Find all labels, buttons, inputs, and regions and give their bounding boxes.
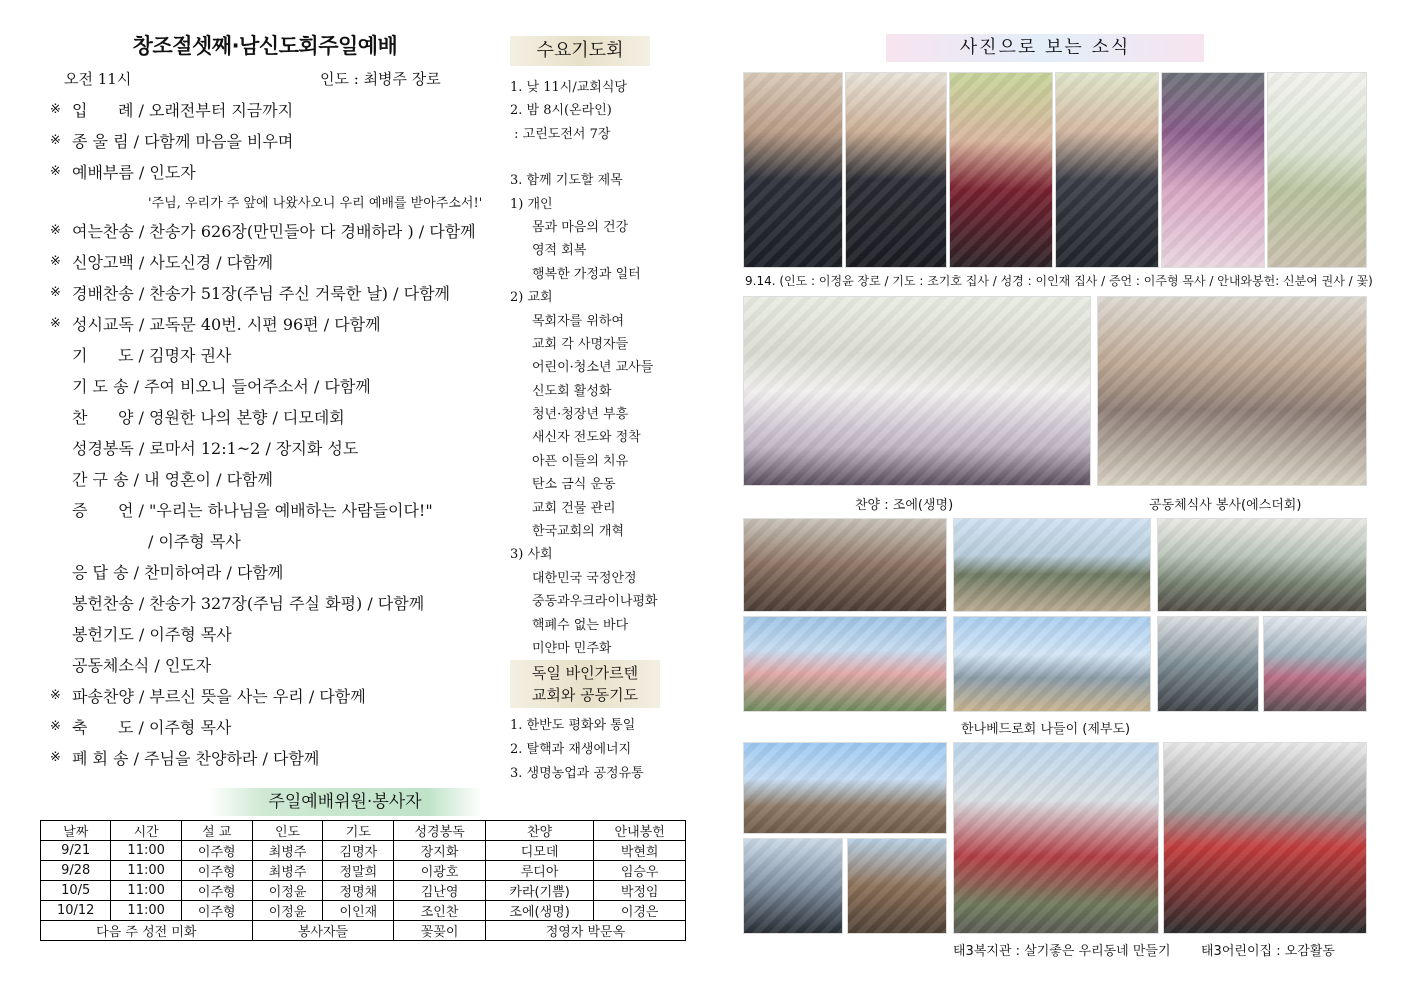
prayer-item: 신도회 활성화 [532,383,612,399]
footer-flowers-label: 꽃꽂이 [394,921,486,941]
joint-item: 1. 한반도 평화와 통일 [510,718,636,733]
prayer-item: 1. 낮 11시/교회식당 [510,80,627,95]
photo-service-flowers [1267,72,1367,268]
table-cell: 루디아 [485,861,593,881]
order-item-text: 기 도 송 / 주여 비오니 들어주소서 / 다함께 [72,377,371,396]
staff-heading: 주일예배위원·봉사자 [208,788,482,816]
table-cell: 11:00 [111,861,181,881]
order-item [50,711,490,742]
table-cell: 최병주 [252,841,323,861]
order-item [50,370,490,401]
photo-service-leader [743,72,843,268]
photo-service-prayer [845,72,947,268]
table-cell: 이주형 [181,901,252,921]
photo-welfare-center [953,742,1159,934]
order-item-text: 봉헌찬송 / 찬송가 327장(주님 주실 화평) / 다함께 [72,594,425,613]
order-item [50,742,490,773]
prayer-item: 청년·청장년 부흥 [532,407,629,423]
photo-trip-meal [743,518,947,612]
prayer-item: 미얀마 민주화 [532,640,612,656]
standing-mark: ※ [50,688,61,703]
order-item-text: 파송찬양 / 부르신 뜻을 사는 우리 / 다함께 [72,687,366,706]
order-item [50,649,490,680]
order-item [50,463,490,494]
table-cell: 장지화 [394,841,486,861]
staff-table-header [41,821,686,841]
table-cell: 10/5 [41,881,111,901]
prayer-item: 중동과우크라이나평화 [532,594,658,610]
table-cell: 이경은 [594,901,686,921]
standing-mark: ※ [50,133,61,148]
prayer-item [510,146,710,169]
table-row [41,841,686,861]
order-item [50,618,490,649]
order-item-text: 응 답 송 / 찬미하여라 / 다함께 [72,563,284,582]
order-item [50,125,490,156]
table-cell: 디모데 [485,841,593,861]
prayer-item: 몸과 마음의 건강 [532,219,629,235]
order-item [50,680,490,711]
photo-trip-group-indoor [1157,518,1367,612]
order-item-text: 간 구 송 / 내 영혼이 / 다함께 [72,470,273,489]
table-cell: 9/28 [41,861,111,881]
staff-table [40,820,686,941]
order-item-text: 입 례 / 오래전부터 지금까지 [72,101,294,120]
col-reading: 성경봉독 [394,821,486,841]
col-usher: 안내봉헌 [594,821,686,841]
order-item [50,339,490,370]
table-cell: 11:00 [111,841,181,861]
order-item-text: 경배찬송 / 찬송가 51장(주님 주신 거룩한 날) / 다함께 [72,284,450,303]
order-item-text: 성시교독 / 교독문 40번. 시편 96편 / 다함께 [72,315,381,334]
photo-lunch-service [1097,296,1367,486]
order-item [50,94,490,125]
standing-mark: ※ [50,316,61,331]
standing-mark: ※ [50,102,61,117]
order-item [50,556,490,587]
photo-men-coast [847,838,947,934]
col-choir: 찬양 [485,821,593,841]
prayer-item: 교회 건물 관리 [532,500,616,516]
caption-lunch: 공동체식사 봉사(에스더회) [1149,498,1302,513]
worship-time: 오전 11시 [64,70,132,88]
photo-men-group [743,742,947,834]
table-row [41,881,686,901]
joint-prayer-list [510,714,644,786]
order-item-text: 폐 회 송 / 주님을 찬양하라 / 다함께 [72,749,320,768]
table-cell: 이주형 [181,861,252,881]
table-cell: 이인재 [323,901,394,921]
order-item [50,401,490,432]
wednesday-heading: 수요기도회 [510,36,650,66]
caption-kids: 태3어린이집 : 오감활동 [1201,944,1335,959]
col-sermon: 설 교 [181,821,252,841]
order-item-text: 기 도 / 김명자 권사 [72,346,232,365]
order-item [50,494,490,525]
table-cell: 이정윤 [252,901,323,921]
standing-mark: ※ [50,719,61,734]
order-item-text: '주님, 우리가 주 앞에 나왔사오니 우리 예배를 받아주소서!' [148,195,483,211]
photo-gallery [735,70,1373,959]
col-leader: 인도 [252,821,323,841]
photo-choir [743,296,1091,486]
footer-cleaning-label: 다음 주 성전 미화 [41,921,253,941]
prayer-item: : 고린도전서 7장 [510,126,611,142]
order-of-service [50,94,490,773]
prayer-item: 행복한 가정과 일터 [532,266,641,282]
photo-service-reading [949,72,1053,268]
staff-table-footer [41,921,686,941]
table-cell: 카라(기쁨) [485,881,593,901]
prayer-item: 3) 사회 [510,547,553,563]
photo-kids-activity [1163,742,1367,934]
prayer-item: 새신자 전도와 정착 [532,430,641,446]
table-cell: 김난영 [394,881,486,901]
caption-trip: 한나베드로회 나들이 (제부도) [961,722,1131,737]
col-prayer: 기도 [323,821,394,841]
order-item-text: / 이주형 목사 [148,532,241,551]
prayer-item: 2) 교회 [510,290,553,306]
table-row [41,861,686,881]
prayer-item: 2. 밤 8시(온라인) [510,103,612,119]
photo-trip-seaside [1263,616,1367,712]
table-cell: 9/21 [41,841,111,861]
table-cell: 박정임 [594,881,686,901]
photo-trip-rest [1157,616,1259,712]
table-row [41,901,686,921]
prayer-item: 3. 함께 기도할 제목 [510,173,623,189]
table-cell: 김명자 [323,841,394,861]
prayer-item: 대한민국 국정안정 [532,570,637,586]
order-item-text: 찬 양 / 영원한 나의 본향 / 디모데회 [72,408,345,427]
order-item [50,246,490,277]
order-item [50,308,490,339]
photo-service-sermon [1055,72,1159,268]
table-cell: 11:00 [111,901,181,921]
standing-mark: ※ [50,750,61,765]
order-item-text: 봉헌기도 / 이주형 목사 [72,625,232,644]
photo-trip-banner [743,616,947,712]
joint-prayer-heading [510,660,660,708]
caption-service: 9.14. (인도 : 이정윤 장로 / 기도 : 조기호 집사 / 성경 : 이인재 집사 / 증언 : 이주형 목사 / 안내와봉헌: 신분여 권사 / 꽃) [745,274,1373,288]
prayer-item: 목회자를 위하여 [532,313,625,329]
news-heading: 사진으로 보는 소식 [886,34,1204,62]
order-item-text: 신앙고백 / 사도신경 / 다함께 [72,253,274,272]
footer-volunteers-label: 봉사자들 [252,921,394,941]
prayer-item: 교회 각 사명자들 [532,336,629,352]
worship-title: 창조절셋째·남신도회주일예배 [132,34,398,58]
col-time: 시간 [111,821,181,841]
order-item-text: 여는찬송 / 찬송가 626장(만민들아 다 경배하라 ) / 다함께 [72,222,476,241]
prayer-item: 아픈 이들의 치유 [532,453,629,469]
photo-service-usher [1161,72,1265,268]
order-item [50,156,490,187]
photo-trip-beach [953,518,1151,612]
order-item [50,525,490,556]
table-cell: 정명채 [323,881,394,901]
prayer-item: 한국교회의 개혁 [532,524,625,540]
joint-item: 3. 생명농업과 공정유통 [510,766,644,781]
joint-heading-line-2: 교회와 공동기도 [531,686,639,704]
order-item-text: 증 언 / "우리는 하나님을 예배하는 사람들이다!" [72,501,433,520]
table-cell: 11:00 [111,881,181,901]
table-cell: 이주형 [181,881,252,901]
wednesday-prayer-list [510,76,710,660]
caption-welfare: 태3복지관 : 살기좋은 우리동네 만들기 [953,944,1171,959]
joint-item: 2. 탈핵과 재생에너지 [510,742,632,757]
order-item [50,587,490,618]
order-item-text: 축 도 / 이주형 목사 [72,718,232,737]
photo-men-rock [743,838,843,934]
standing-mark: ※ [50,164,61,179]
prayer-item: 핵폐수 없는 바다 [532,617,629,633]
col-date: 날짜 [41,821,111,841]
table-cell: 최병주 [252,861,323,881]
order-item-text: 공동체소식 / 인도자 [72,656,212,675]
standing-mark: ※ [50,254,61,269]
table-cell: 정말희 [323,861,394,881]
prayer-item: 1) 개인 [510,196,553,212]
table-cell: 조인찬 [394,901,486,921]
prayer-item: 탄소 금식 운동 [532,477,616,493]
prayer-item: 영적 회복 [532,243,587,259]
photo-trip-jebudo-sign [953,616,1151,712]
standing-mark: ※ [50,223,61,238]
worship-leader: 인도 : 최병주 장로 [320,70,441,88]
table-cell: 10/12 [41,901,111,921]
joint-heading-line-1: 독일 바인가르텐 [531,664,639,682]
order-item-text: 종 울 림 / 다함께 마음을 비우며 [72,132,294,151]
caption-choir: 찬양 : 조에(생명) [855,498,954,513]
order-item [50,277,490,308]
table-cell: 박현희 [594,841,686,861]
order-item [50,215,490,246]
table-cell: 이주형 [181,841,252,861]
order-item [50,187,490,215]
order-item-text: 성경봉독 / 로마서 12:1~2 / 장지화 성도 [72,439,359,458]
footer-flowers-names: 정영자 박문옥 [485,921,685,941]
prayer-item: 어린이·청소년 교사들 [532,360,654,376]
order-item-text: 예배부름 / 인도자 [72,163,196,182]
table-cell: 이광호 [394,861,486,881]
table-cell: 조에(생명) [485,901,593,921]
order-item [50,432,490,463]
table-cell: 이정윤 [252,881,323,901]
standing-mark: ※ [50,285,61,300]
table-cell: 임승우 [594,861,686,881]
